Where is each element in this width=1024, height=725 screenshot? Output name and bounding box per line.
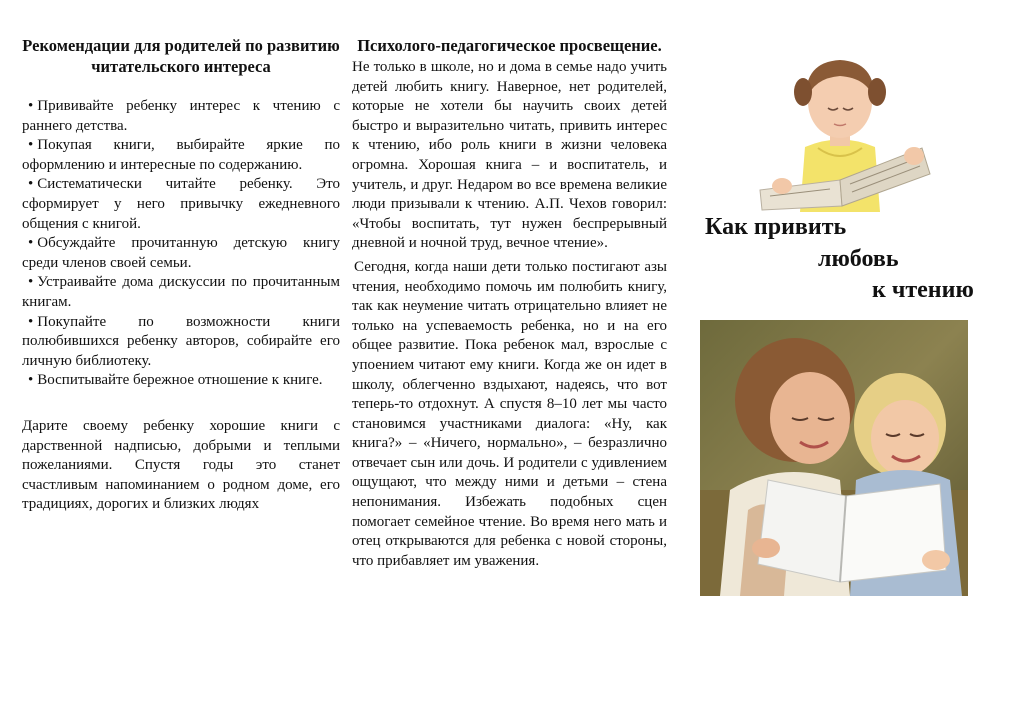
list-item: • Воспитывайте бережное отношение к книге. (28, 372, 323, 389)
girl-reading-icon (730, 52, 948, 212)
cover-column (690, 0, 1024, 725)
education-paragraph-2: Сегодня, когда наши дети только постигают азы чтения, необходимо помочь им полюбить книгу, так как неумение читать отрицательно влияет не только на успеваемость ребенка, но и на его общее развитие. Пока ребенок мал, взрослые с упоением читают ему книги. Когда же он идет в школу, облегченно вздыхают, надеясь, что вот теперь-то отдохнут. А спустя 8–10 лет мы часто становимся участниками диалога: «Ну, как книга?» – «Ничего, нормально», – безразлично отвечает сын или дочь. И родители с удивлением ощущают, что между ними и детьми – стена непонимания. Избежать подобных сцен помогает семейное чтение. Во время него мать и отец открываются для ребенка с новой стороны, что прибавляет им уважения. (352, 258, 667, 569)
list-item: • Прививайте ребенку интерес к чтению с раннего детства. (22, 98, 340, 134)
closing-paragraph: Дарите своему ребенку хорошие книги с дарственной надписью, добрыми и теплыми пожеланиями. Спустя годы это станет счастливым напоминанием о родном доме, его традициях, дорогих и близких людях (22, 417, 340, 513)
education-column (352, 0, 667, 571)
list-item: • Покупайте по возможности книги полюбившихся ребенку авторов, собирайте его личную библиотеку. (22, 313, 340, 369)
brochure-title-line-1: Как привить (705, 214, 847, 240)
recommendations-heading: Рекомендации для родителей по развитию читательского интереса (22, 36, 340, 76)
girl-reading-photo (730, 52, 948, 212)
list-item: • Обсуждайте прочитанную детскую книгу среди членов своей семьи. (22, 235, 340, 271)
list-item: • Систематически читайте ребенку. Это сформирует у него привычку ежедневного общения с книгой. (22, 176, 340, 232)
recommendations-list (22, 97, 340, 391)
education-heading: Психолого-педагогическое просвещение. (357, 36, 662, 55)
mother-daughter-reading-icon (700, 320, 968, 596)
bullet-icon: • (28, 372, 34, 389)
mother-daughter-reading-photo (700, 320, 968, 596)
bullet-icon: • (28, 176, 34, 193)
bullet-icon: • (28, 274, 34, 291)
brochure-title-line-3: к чтению (872, 277, 974, 303)
education-paragraph-1: Не только в школе, но и дома в семье надо учить детей любить книгу. Наверное, нет родителей, которые не хотели бы научить своих детей быстро и выразительно читать, привить интерес к чтению, ибо роль книги в жизни человека огромна. Хорошая книга – и воспитатель, и учитель, и друг. Недаром во все времена великие люди призывали к чтению. А.П. Чехов говорил: «Чтобы воспитать, тут нужен беспрерывный дневной и ночной труд, вечное чтение». (352, 59, 667, 252)
bullet-icon: • (28, 137, 34, 154)
list-item: • Покупая книги, выбирайте яркие по оформлению и интересные по содержанию. (22, 137, 340, 173)
brochure-title-line-2: любовь (818, 246, 899, 272)
bullet-icon: • (28, 313, 34, 330)
recommendations-column (22, 0, 340, 515)
bullet-icon: • (28, 235, 34, 252)
list-item: • Устраивайте дома дискуссии по прочитанным книгам. (22, 274, 340, 310)
bullet-icon: • (28, 98, 34, 114)
